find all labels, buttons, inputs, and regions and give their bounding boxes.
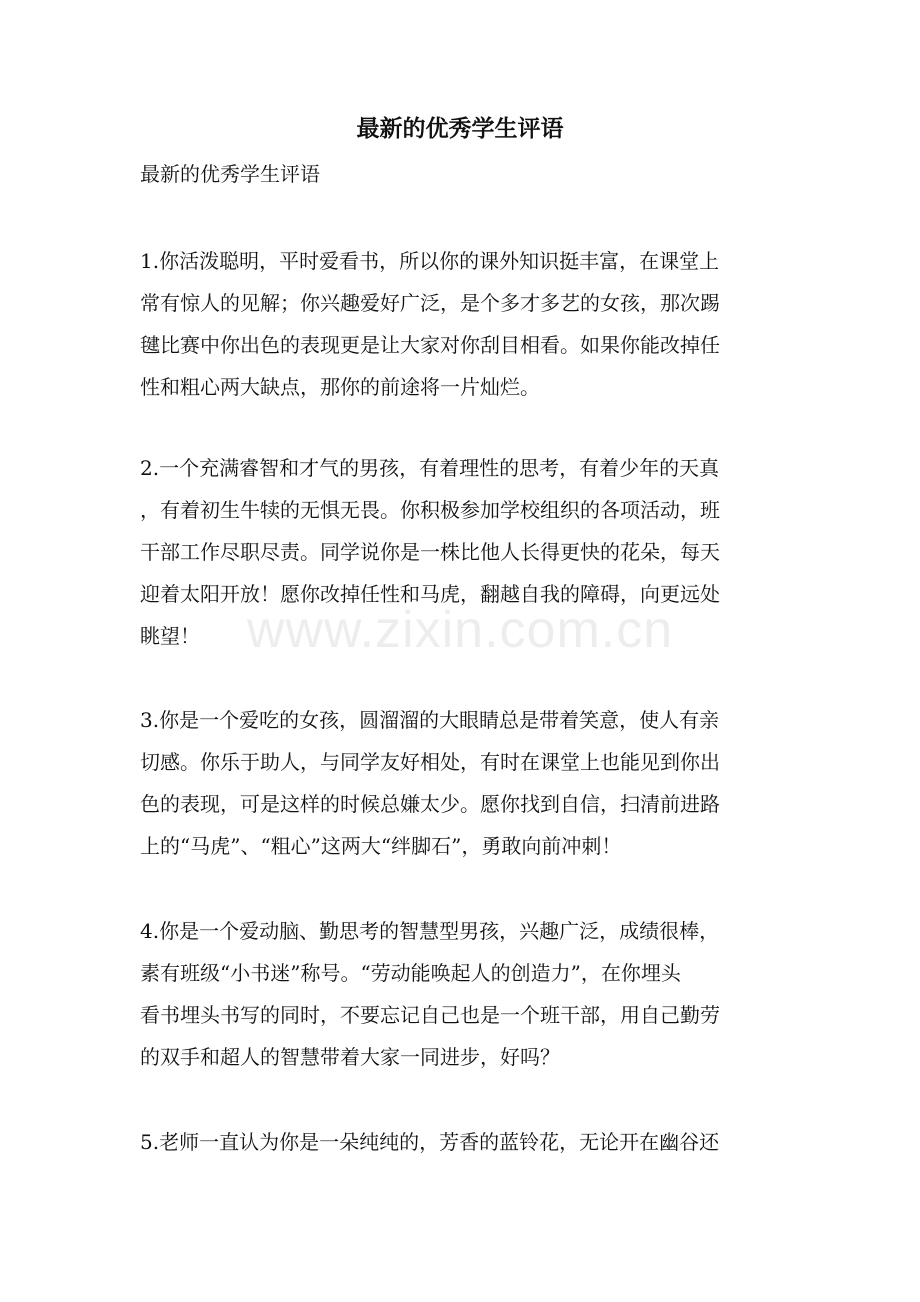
document-subtitle: 最新的优秀学生评语 [140,162,320,186]
paragraph-line: 眺望！ [140,624,200,648]
paragraph-line: 5.老师一直认为你是一朵纯纯的，芳香的蓝铃花，无论开在幽谷还 [140,1130,720,1154]
paragraph-line: 干部工作尽职尽责。同学说你是一株比他人长得更快的花朵，每天 [140,540,720,564]
paragraph-line: 素有班级“小书迷”称号。“劳动能唤起人的创造力”，在你埋头 [140,961,681,985]
paragraph-line: 1.你活泼聪明，平时爱看书，所以你的课外知识挺丰富，在课堂上 [140,249,720,273]
document-title: 最新的优秀学生评语 [356,115,564,142]
paragraph-1 [140,240,780,408]
paragraph-line: 色的表现，可是这样的时候总嫌太少。愿你找到自信，扫清前进路 [140,792,720,816]
paragraph-line: 的双手和超人的智慧带着大家一同进步，好吗？ [140,1045,560,1069]
paragraph-5 [140,1121,780,1163]
paragraph-line: 3.你是一个爱吃的女孩，圆溜溜的大眼睛总是带着笑意，使人有亲 [140,708,720,732]
paragraph-line: 常有惊人的见解；你兴趣爱好广泛，是个多才多艺的女孩，那次踢 [140,291,720,315]
paragraph-line: ，有着初生牛犊的无惧无畏。你积极参加学校组织的各项活动，班 [140,498,720,522]
paragraph-line: 切感。你乐于助人，与同学友好相处，有时在课堂上也能见到你出 [140,750,720,774]
paragraph-line: 性和粗心两大缺点，那你的前途将一片灿烂。 [140,375,540,399]
paragraph-3 [140,699,780,867]
watermark: www.zixin.com.cn [246,601,674,659]
paragraph-line: 4.你是一个爱动脑、勤思考的智慧型男孩，兴趣广泛，成绩很棒， [140,919,720,943]
paragraph-line: 2.一个充满睿智和才气的男孩，有着理性的思考，有着少年的天真 [140,456,720,480]
paragraph-line: 看书埋头书写的同时，不要忘记自己也是一个班干部，用自己勤劳 [140,1003,720,1027]
paragraph-line: 毽比赛中你出色的表现更是让大家对你刮目相看。如果你能改掉任 [140,333,720,357]
paragraph-4 [140,910,780,1078]
paragraph-2 [140,447,780,657]
paragraph-line: 迎着太阳开放！愿你改掉任性和马虎，翻越自我的障碍，向更远处 [140,582,720,606]
paragraph-line: 上的“马虎”、“粗心”这两大“绊脚石”，勇敢向前冲刺！ [140,834,622,858]
